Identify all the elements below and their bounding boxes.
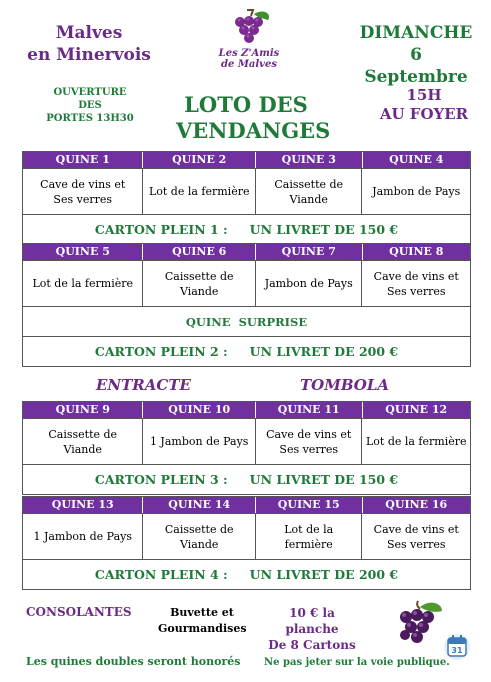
carton-label: CARTON PLEIN 3 : <box>94 472 228 487</box>
prize-cell <box>362 169 470 214</box>
prize-cell <box>362 261 470 306</box>
quine-table-4 <box>22 496 471 590</box>
quine-header: QUINE 7 <box>256 244 363 260</box>
prize-cell <box>23 261 143 306</box>
prize-cell <box>143 514 256 559</box>
logo-line-1: Les Z'Amis <box>218 48 280 59</box>
carton-prize: UN LIVRET DE 150 € <box>249 472 399 487</box>
carton-plein-row <box>23 559 470 589</box>
prize-line: Ses verres <box>279 442 338 456</box>
town-name <box>24 22 154 66</box>
logo-line-2: de Malves <box>221 59 277 70</box>
prize-line: Caissette de <box>48 427 118 441</box>
event-time: 15H <box>406 86 442 104</box>
quine-header: QUINE 10 <box>143 402 256 418</box>
prize-line: Ses verres <box>386 537 446 551</box>
prize-row <box>23 260 470 306</box>
prize-cell <box>362 514 470 559</box>
carton-label: CARTON PLEIN 2 : <box>94 344 228 359</box>
prize-cell <box>256 514 363 559</box>
quine-header: QUINE 12 <box>385 403 448 416</box>
buvette-text <box>158 605 246 637</box>
prize-cell <box>256 169 363 214</box>
prize-line: Caissette de <box>274 177 344 191</box>
quine-header: QUINE 16 <box>385 498 448 511</box>
quine-header: QUINE 2 <box>143 152 256 168</box>
quine-header: QUINE 5 <box>23 244 143 260</box>
logo-text <box>214 48 284 70</box>
prize-line: Cave de vins et <box>373 522 459 536</box>
litter-notice: Ne pas jeter sur la voie publique. <box>264 657 450 668</box>
grapes-icon <box>392 597 448 649</box>
quine-table-3 <box>22 401 471 495</box>
prize-line: Lot de la fermière <box>148 185 250 198</box>
prize-cell <box>256 261 363 306</box>
quine-header: QUINE 4 <box>389 153 444 166</box>
title-line-1: LOTO DES <box>184 92 308 117</box>
buvette-line-2: Gourmandises <box>158 622 247 635</box>
carton-plein-row <box>23 464 470 494</box>
prize-cell <box>362 419 470 464</box>
event-venue: AU FOYER <box>379 105 469 123</box>
prize-line: Lot de la fermière <box>284 522 334 551</box>
prize-line: Jambon de Pays <box>372 185 461 198</box>
doors-line-2: DES <box>78 100 102 111</box>
prize-line: Viande <box>63 442 102 456</box>
club-logo <box>214 8 284 88</box>
quine-header: QUINE 3 <box>256 152 363 168</box>
prize-line: 1 Jambon de Pays <box>33 530 132 543</box>
carton-prize: UN LIVRET DE 150 € <box>249 222 399 237</box>
doors-opening <box>42 86 138 125</box>
prize-line: Lot de la fermière <box>32 277 133 290</box>
prize-line: Cave de vins et <box>373 269 459 283</box>
quine-table-1 <box>22 151 471 245</box>
carton-prize: UN LIVRET DE 200 € <box>249 344 399 359</box>
title-line-2: VENDANGES <box>176 118 331 143</box>
prize-line: Jambon de Pays <box>264 277 353 290</box>
quine-header: QUINE 13 <box>23 497 143 513</box>
quine-surprise: QUINE SURPRISE <box>185 314 308 329</box>
price-line-2: De 8 Cartons <box>268 638 356 652</box>
buvette-line-1: Buvette et <box>170 606 234 619</box>
quine-header-row <box>23 497 470 513</box>
prize-row <box>23 418 470 464</box>
prize-line: Cave de vins et <box>266 427 352 441</box>
quine-header: QUINE 6 <box>143 244 256 260</box>
quine-table-2 <box>22 243 471 367</box>
calendar-icon <box>444 632 470 660</box>
prize-line: Viande <box>289 192 328 206</box>
prize-row <box>23 513 470 559</box>
card-price <box>264 605 360 653</box>
prize-cell <box>23 419 143 464</box>
prize-line: Ses verres <box>386 284 446 298</box>
carton-plein-row <box>23 214 470 244</box>
event-date-text: 6 Septembre <box>364 45 468 87</box>
quine-header: QUINE 14 <box>143 497 256 513</box>
prize-line: Lot de la fermière <box>365 435 467 448</box>
carton-plein-row <box>23 336 470 366</box>
quine-header: QUINE 8 <box>389 245 444 258</box>
price-line-1: 10 € la planche <box>285 606 339 636</box>
quine-header-row <box>23 244 470 260</box>
prize-cell <box>143 261 256 306</box>
carton-prize: UN LIVRET DE 200 € <box>249 567 399 582</box>
tombola-heading: TOMBOLA <box>300 376 390 394</box>
entracte-heading: ENTRACTE <box>96 376 191 394</box>
calendar-day: 31 <box>451 646 463 655</box>
prize-cell <box>143 419 256 464</box>
event-day: DIMANCHE <box>359 23 473 43</box>
quine-header: QUINE 11 <box>256 402 363 418</box>
quine-header-row <box>23 152 470 168</box>
prize-line: Cave de vins et <box>40 177 126 191</box>
page-title <box>176 92 331 144</box>
doors-line-1: OUVERTURE <box>53 87 127 98</box>
town-line-2: en Minervois <box>27 45 151 65</box>
town-line-1: Malves <box>55 23 123 43</box>
prize-cell <box>23 514 143 559</box>
prize-line: 1 Jambon de Pays <box>149 435 249 448</box>
event-date <box>356 22 476 88</box>
consolantes-label: CONSOLANTES <box>26 605 132 619</box>
prize-line: Ses verres <box>53 192 113 206</box>
prize-line: Caissette de <box>164 522 234 536</box>
carton-label: CARTON PLEIN 1 : <box>94 222 228 237</box>
quine-header-row <box>23 402 470 418</box>
prize-line: Viande <box>179 284 219 298</box>
quine-header: QUINE 9 <box>23 402 143 418</box>
prize-cell <box>23 169 143 214</box>
prize-cell <box>143 169 256 214</box>
quine-header: QUINE 15 <box>256 497 363 513</box>
prize-row <box>23 168 470 214</box>
prize-line: Viande <box>179 537 219 551</box>
event-place <box>372 86 476 124</box>
prize-line: Caissette de <box>164 269 234 283</box>
carton-label: CARTON PLEIN 4 : <box>94 567 228 582</box>
doors-line-3: PORTES 13H30 <box>46 113 134 124</box>
prize-cell <box>256 419 363 464</box>
quine-surprise-row <box>23 306 470 336</box>
doubles-note: Les quines doubles seront honorés <box>26 655 241 668</box>
quine-header: QUINE 1 <box>23 152 143 168</box>
